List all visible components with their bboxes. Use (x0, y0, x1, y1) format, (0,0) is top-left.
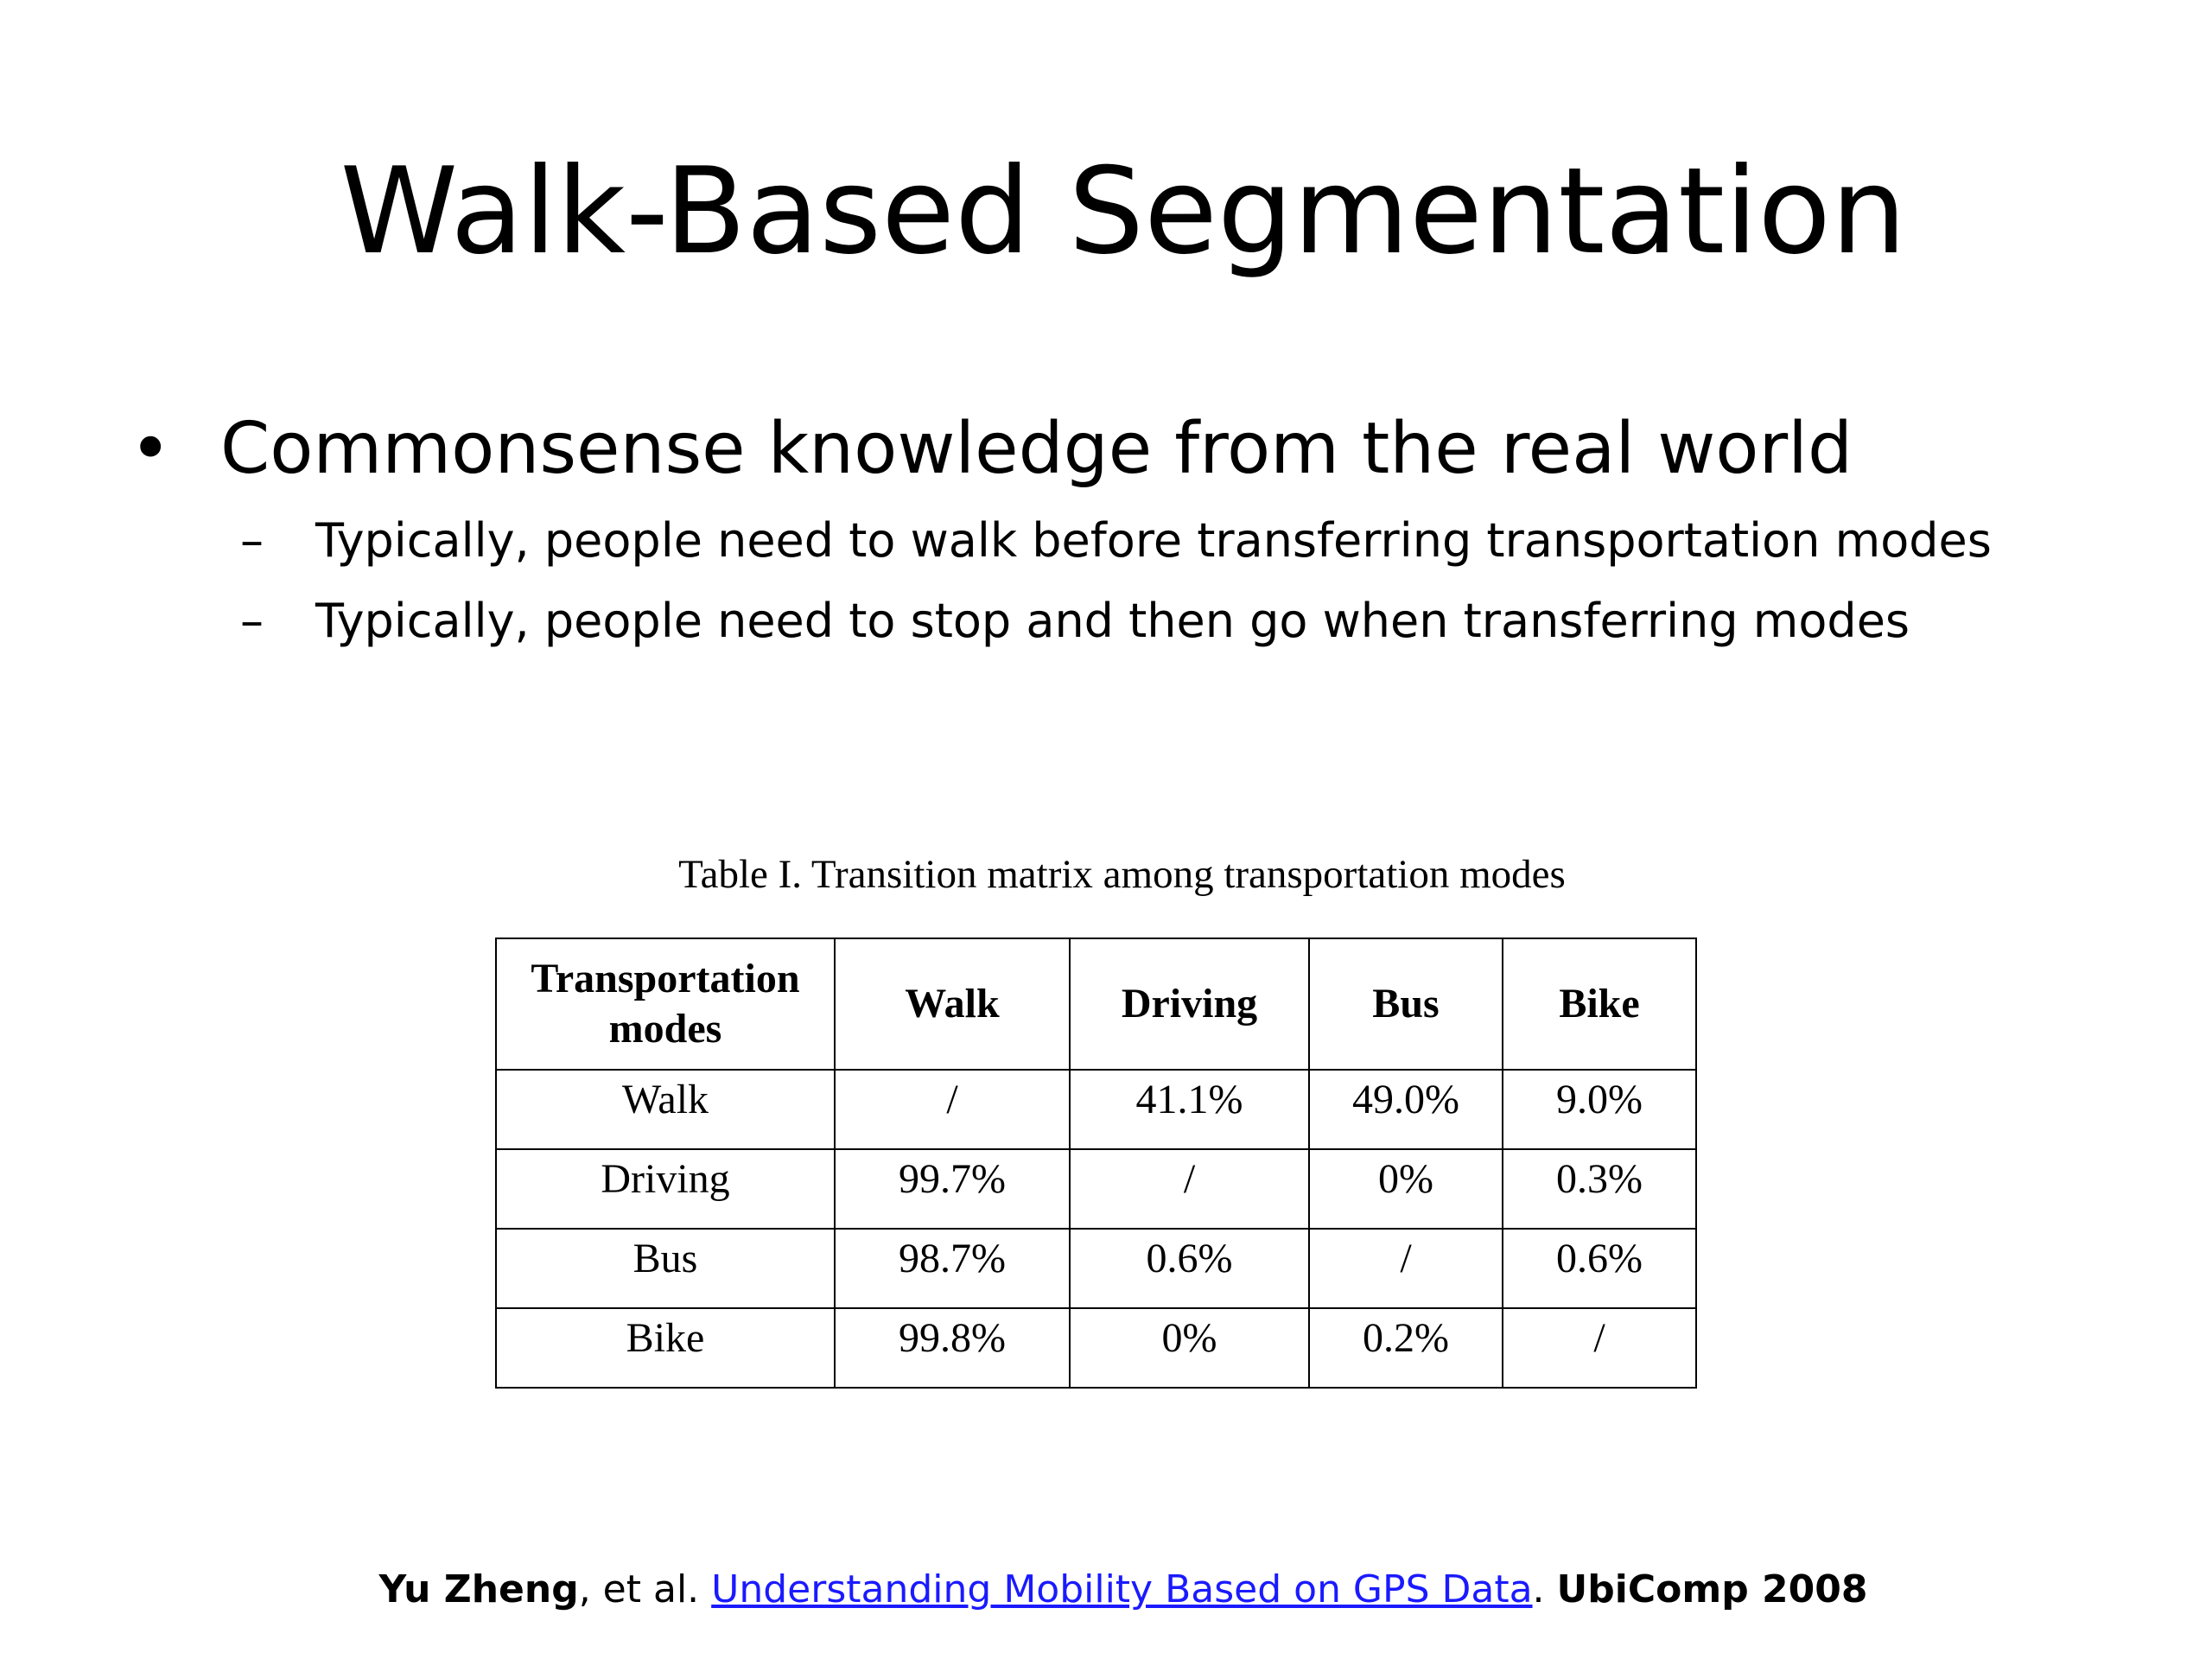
table-row (496, 1070, 1696, 1149)
table-row (496, 1308, 1696, 1388)
header-cell-walk: Walk (835, 938, 1070, 1070)
row-label-cell: Walk (496, 1070, 835, 1149)
table-cell: 99.7% (835, 1149, 1070, 1229)
citation-author: Yu Zheng (378, 1567, 579, 1611)
table-header-row (496, 938, 1696, 1070)
header-cell-transportation-modes: Transportation modes (496, 938, 835, 1070)
dash-icon: – (240, 594, 264, 648)
paper-link[interactable]: Understanding Mobility Based on GPS Data (711, 1567, 1533, 1611)
transition-matrix-table (495, 938, 1697, 1389)
table-cell: 98.7% (835, 1229, 1070, 1308)
sub-bullet-item (130, 581, 2169, 661)
row-label-cell: Bus (496, 1229, 835, 1308)
table-cell: 0.3% (1503, 1149, 1696, 1229)
bullet-item (130, 402, 2169, 497)
table-caption: Table I. Transition matrix among transportation modes (678, 852, 1566, 897)
table-row (496, 1229, 1696, 1308)
header-cell-driving: Driving (1070, 938, 1309, 1070)
bullet-list (130, 402, 2169, 661)
citation-venue: UbiComp 2008 (1556, 1567, 1868, 1611)
header-cell-bike: Bike (1503, 938, 1696, 1070)
header-cell-bus: Bus (1309, 938, 1503, 1070)
bullet-dot-icon: • (130, 408, 172, 490)
sub-bullet-text: Typically, people need to walk before transferring transportation modes (315, 513, 1992, 568)
table-cell: / (1503, 1308, 1696, 1388)
row-label-cell: Bike (496, 1308, 835, 1388)
table-cell: 0.6% (1503, 1229, 1696, 1308)
table-cell: / (1070, 1149, 1309, 1229)
row-label-cell: Driving (496, 1149, 835, 1229)
sub-bullet-text: Typically, people need to stop and then go when transferring modes (315, 594, 1910, 648)
table-cell: / (1309, 1229, 1503, 1308)
table-cell: 99.8% (835, 1308, 1070, 1388)
table-cell: / (835, 1070, 1070, 1149)
table-cell: 49.0% (1309, 1070, 1503, 1149)
table-cell: 0.2% (1309, 1308, 1503, 1388)
table-cell: 0% (1070, 1308, 1309, 1388)
table-cell: 9.0% (1503, 1070, 1696, 1149)
citation-separator: . (1532, 1567, 1557, 1611)
table-cell: 0% (1309, 1149, 1503, 1229)
table-cell: 0.6% (1070, 1229, 1309, 1308)
citation (0, 1564, 2212, 1616)
sub-bullet-item (130, 500, 2169, 581)
slide-title: Walk-Based Segmentation (340, 142, 1907, 281)
dash-icon: – (240, 513, 264, 568)
citation-etal: , et al. (578, 1567, 712, 1611)
bullet-text: Commonsense knowledge from the real world (220, 408, 1853, 490)
table-row (496, 1149, 1696, 1229)
table-cell: 41.1% (1070, 1070, 1309, 1149)
sub-bullet-list (130, 500, 2169, 661)
